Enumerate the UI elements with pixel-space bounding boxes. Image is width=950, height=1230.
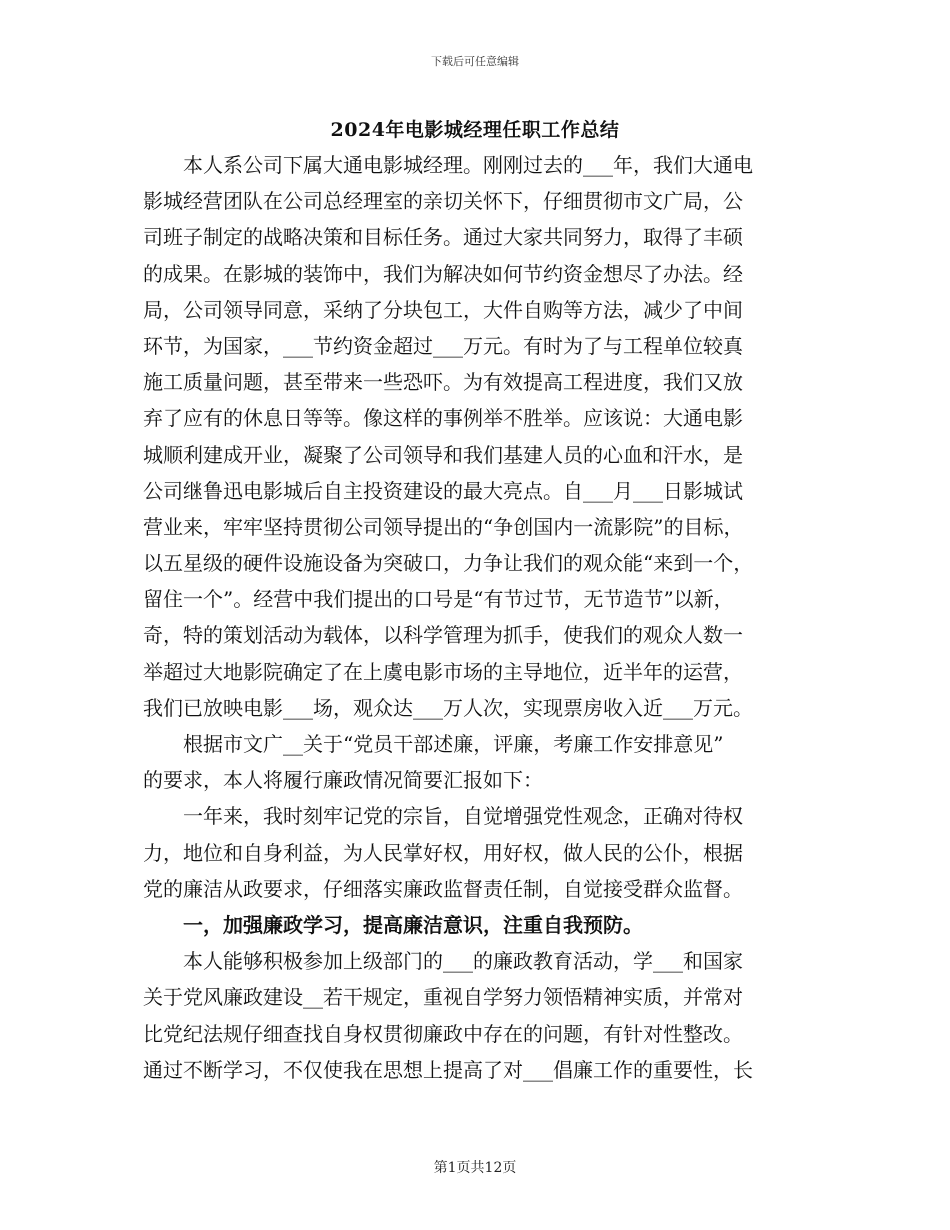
body-line: 施工质量问题，甚至带来一些恐吓。为有效提高工程进度，我们又放	[143, 370, 743, 395]
section-heading: 一，加强廉政学习，提高廉洁意识，注重自我预防。	[143, 912, 643, 937]
body-line: 举超过大地影院确定了在上虞电影市场的主导地位，近半年的运营，	[143, 659, 743, 684]
body-line: 的成果。在影城的装饰中，我们为解决如何节约资金想尽了办法。经	[143, 261, 743, 286]
body-line: 通过不断学习，不仅使我在思想上提高了对___倡廉工作的重要性，长	[143, 1057, 753, 1082]
document-body	[143, 147, 807, 1088]
body-line: 影城经营团队在公司总经理室的亲切关怀下，仔细贯彻市文广局，公	[143, 189, 743, 214]
page-header-note: 下载后可任意编辑	[431, 55, 519, 68]
body-line: 以五星级的硬件设施设备为突破口，力争让我们的观众能“来到一个，	[143, 551, 754, 576]
body-line: 力，地位和自身利益，为人民掌好权，用好权，做人民的公仆，根据	[143, 840, 743, 865]
body-line: 我们已放映电影___场，观众达___万人次，实现票房收入近___万元。	[143, 695, 753, 720]
body-line: 的要求，本人将履行廉政情况简要汇报如下：	[143, 768, 543, 793]
body-line: 司班子制定的战略决策和目标任务。通过大家共同努力，取得了丰硕	[143, 225, 743, 250]
body-line: 局，公司领导同意，采纳了分块包工，大件自购等方法，减少了中间	[143, 297, 743, 322]
body-line: 弃了应有的休息日等等。像这样的事例举不胜举。应该说：大通电影	[143, 406, 743, 431]
body-line: 关于党风廉政建设__若干规定，重视自学努力领悟精神实质，并常对	[143, 985, 743, 1010]
body-line: 党的廉洁从政要求，仔细落实廉政监督责任制，自觉接受群众监督。	[143, 876, 743, 901]
document-title: 2024年电影城经理任职工作总结	[330, 119, 620, 141]
page-number: 第1页共12页	[433, 1160, 517, 1176]
body-line: 一年来，我时刻牢记党的宗旨，自觉增强党性观念，正确对待权	[143, 804, 743, 829]
body-line: 比党纪法规仔细查找自身权贯彻廉政中存在的问题，有针对性整改。	[143, 1021, 743, 1046]
body-line: 本人能够积极参加上级部门的___的廉政教育活动，学___和国家	[143, 949, 743, 974]
body-line: 城顺利建成开业，凝聚了公司领导和我们基建人员的心血和汗水，是	[143, 442, 743, 467]
body-line: 奇，特的策划活动为载体，以科学管理为抓手，使我们的观众人数一	[143, 623, 743, 648]
body-line: 环节，为国家，___节约资金超过___万元。有时为了与工程单位较真	[143, 333, 743, 358]
body-line: 根据市文广__关于“党员干部述廉，评廉，考廉工作安排意见”	[143, 732, 724, 756]
body-line: 本人系公司下属大通电影城经理。刚刚过去的___年，我们大通电	[143, 153, 753, 177]
body-line: 公司继鲁迅电影城后自主投资建设的最大亮点。自___月___日影城试	[143, 478, 743, 503]
body-line: 营业来，牢牢坚持贯彻公司领导提出的“争创国内一流影院”的目标，	[143, 514, 744, 539]
body-line: 留住一个”。经营中我们提出的口号是“有节过节，无节造节”以新，	[143, 587, 734, 612]
